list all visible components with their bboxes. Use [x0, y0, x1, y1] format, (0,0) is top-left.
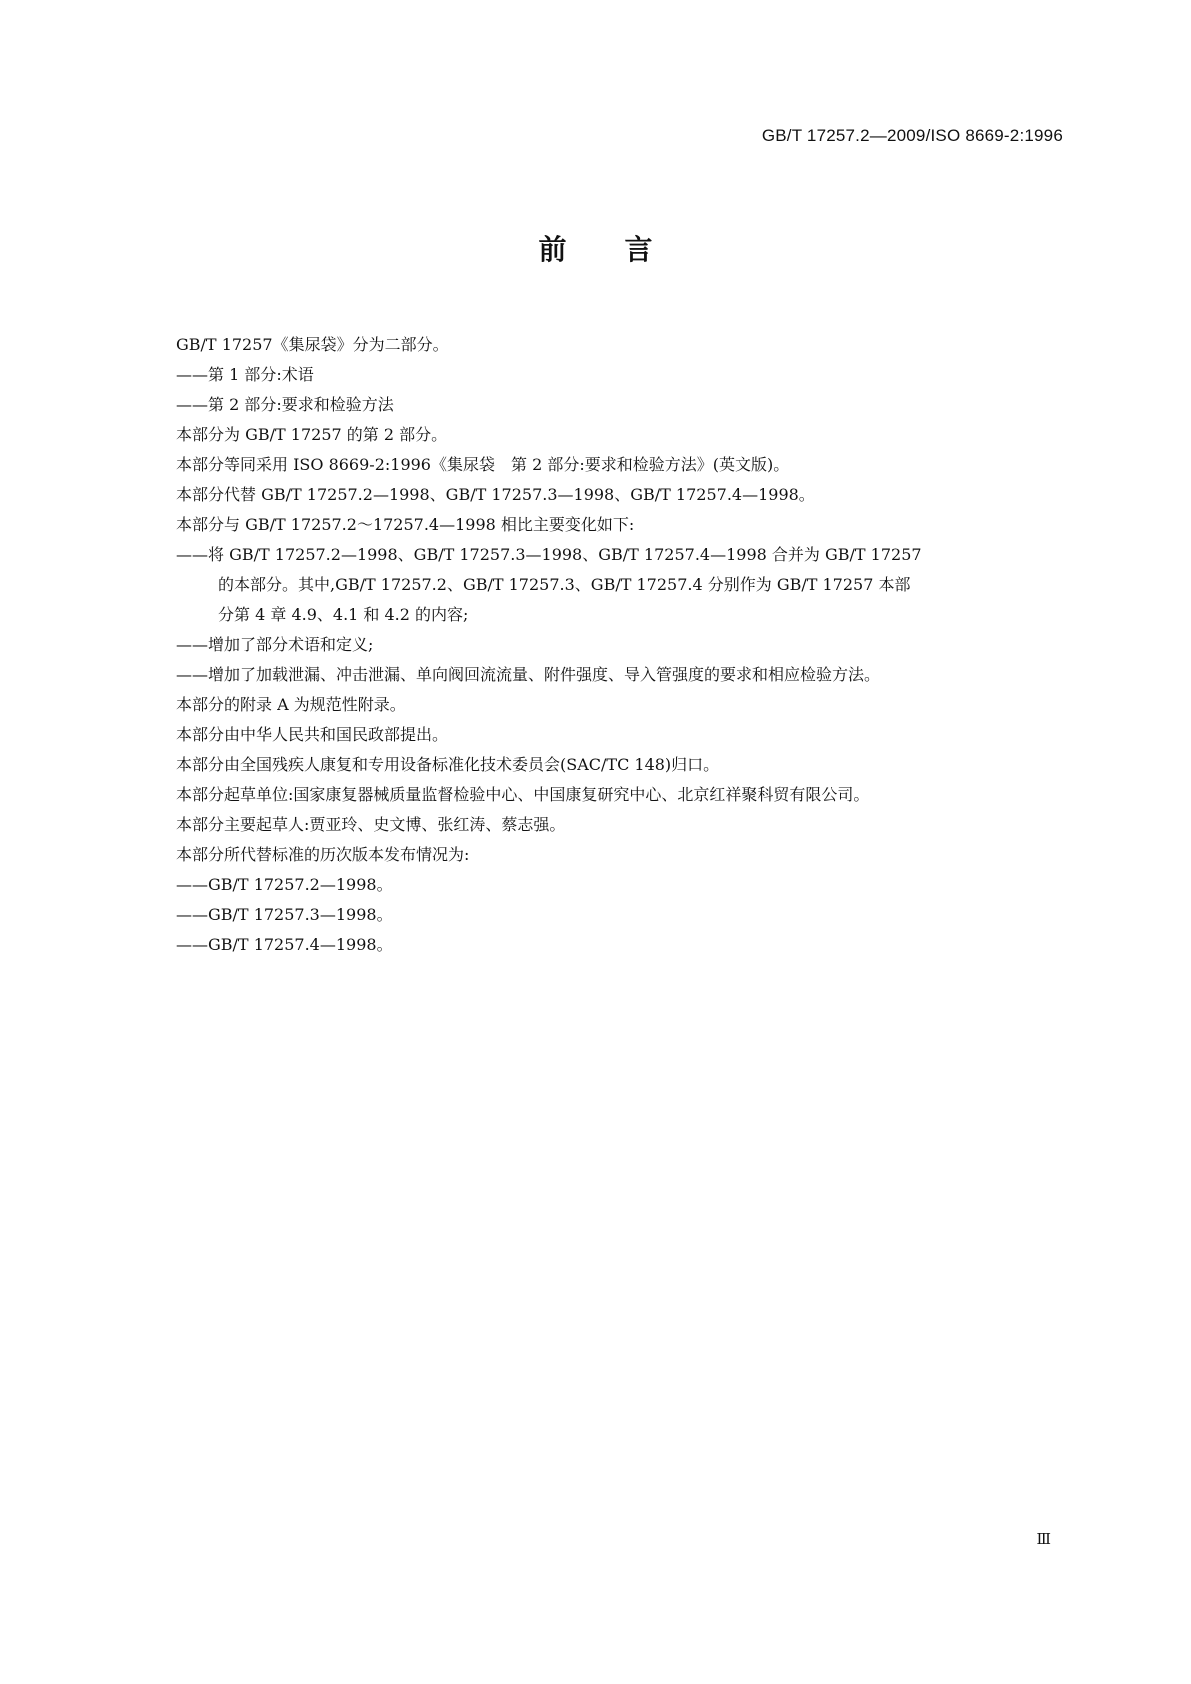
list-item-continuation: 分第 4 章 4.9、4.1 和 4.2 的内容; — [218, 605, 469, 624]
list-item-line: ——第 2 部分:要求和检验方法 — [176, 395, 394, 414]
paragraph-line: 本部分所代替标准的历次版本发布情况为: — [176, 845, 470, 864]
paragraph-line: 本部分为 GB/T 17257 的第 2 部分。 — [176, 425, 448, 444]
paragraph-line: 本部分主要起草人:贾亚玲、史文博、张红涛、蔡志强。 — [176, 815, 566, 834]
foreword-body — [176, 330, 1056, 960]
paragraph-line: 本部分与 GB/T 17257.2～17257.4—1998 相比主要变化如下: — [176, 515, 635, 534]
paragraph-line: 本部分的附录 A 为规范性附录。 — [176, 695, 406, 714]
list-item-line: ——将 GB/T 17257.2—1998、GB/T 17257.3—1998、GB/T 17257.4—1998 合并为 GB/T 17257 — [176, 545, 922, 564]
paragraph-line: GB/T 17257《集尿袋》分为二部分。 — [176, 335, 449, 354]
list-item-line: ——第 1 部分:术语 — [176, 365, 314, 384]
paragraph-line: 本部分起草单位:国家康复器械质量监督检验中心、中国康复研究中心、北京红祥聚科贸有限公司。 — [176, 785, 870, 804]
paragraph-line: 本部分等同采用 ISO 8669-2:1996《集尿袋 第 2 部分:要求和检验方法》(英文版)。 — [176, 455, 790, 474]
page-number: Ⅲ — [1036, 1530, 1051, 1548]
paragraph-line: 本部分由全国残疾人康复和专用设备标准化技术委员会(SAC/TC 148)归口。 — [176, 755, 720, 774]
paragraph-line: 本部分由中华人民共和国民政部提出。 — [176, 725, 449, 744]
page-title: 前言 — [538, 233, 711, 266]
list-item-line: ——GB/T 17257.4—1998。 — [176, 935, 393, 954]
list-item-line: ——GB/T 17257.2—1998。 — [176, 875, 393, 894]
list-item-line: ——GB/T 17257.3—1998。 — [176, 905, 393, 924]
list-item-line: ——增加了部分术语和定义; — [176, 635, 374, 654]
paragraph-line: 本部分代替 GB/T 17257.2—1998、GB/T 17257.3—1998、GB/T 17257.4—1998。 — [176, 485, 815, 504]
list-item-continuation: 的本部分。其中,GB/T 17257.2、GB/T 17257.3、GB/T 17257.4 分别作为 GB/T 17257 本部 — [218, 575, 911, 594]
list-item-line: ——增加了加载泄漏、冲击泄漏、单向阀回流流量、附件强度、导入管强度的要求和相应检验方法。 — [176, 665, 881, 684]
standard-code-header: GB/T 17257.2—2009/ISO 8669-2:1996 — [761, 126, 1063, 145]
